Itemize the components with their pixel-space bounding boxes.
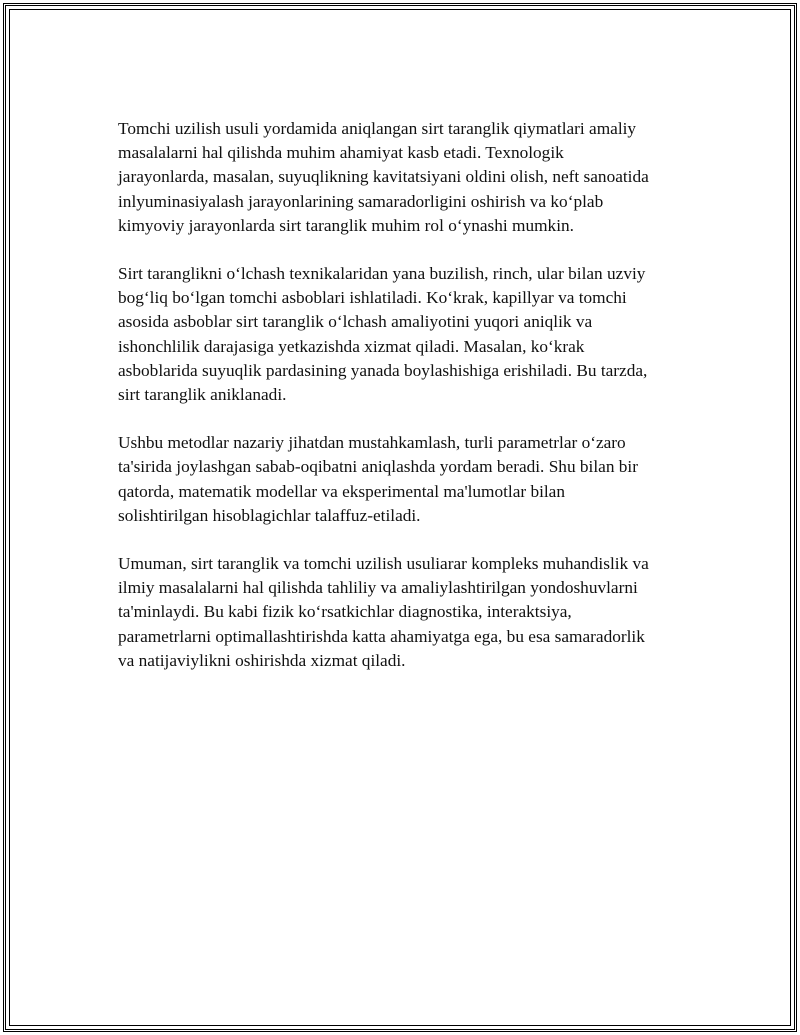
text-line: ta'sirida joylashgan sabab-oqibatni aniqlashda yordam beradi. Shu bilan bir	[118, 457, 638, 477]
text-line: Tomchi uzilish usuli yordamida aniqlangan sirt taranglik qiymatlari amaliy	[118, 119, 637, 138]
text-line: Umuman, sirt taranglik va tomchi uzilish usuliarar kompleks muhandislik va	[118, 554, 649, 574]
text-line: ishonchlilik darajasiga yetkazishda xizmat qiladi. Masalan, ko‘krak	[118, 336, 585, 356]
text-line: jarayonlarda, masalan, suyuqlikning kavitatsiyani oldini olish, neft sanoatida	[118, 167, 649, 187]
text-line: inlyuminasiyalash jarayonlarining samaradorligini oshirish va ko‘plab	[118, 191, 604, 211]
paragraph-2	[118, 262, 688, 407]
text-line: Ushbu metodlar nazariy jihatdan mustahkamlash, turli parametrlar o‘zaro	[118, 433, 626, 453]
text-line: parametrlarni optimallashtirishda katta ahamiyatga ega, bu esa samaradorlik	[118, 626, 645, 646]
text-line: sirt taranglik aniklanadi.	[118, 385, 287, 405]
text-line: asosida asboblar sirt taranglik o‘lchash amaliyotini yuqori aniqlik va	[118, 312, 593, 332]
text-line: ta'minlaydi. Bu kabi fizik ko‘rsatkichlar diagnostika, interaktsiya,	[118, 602, 572, 622]
text-line: bog‘liq bo‘lgan tomchi asboblari ishlatiladi. Ko‘krak, kapillyar va tomchi	[118, 288, 627, 308]
paragraph-3	[118, 431, 688, 528]
paragraph-4	[118, 552, 688, 673]
paragraph-1	[118, 117, 688, 238]
text-line: solishtirilgan hisoblagichlar talaffuz-etiladi.	[118, 505, 421, 525]
document-body	[118, 117, 688, 697]
text-line: va natijaviylikni oshirishda xizmat qiladi.	[118, 650, 406, 670]
text-line: masalalarni hal qilishda muhim ahamiyat kasb etadi. Texnologik	[118, 143, 564, 163]
text-line: ilmiy masalalarni hal qilishda tahliliy va amaliylashtirilgan yondoshuvlarni	[118, 578, 638, 598]
text-line: kimyoviy jarayonlarda sirt taranglik muhim rol o‘ynashi mumkin.	[118, 215, 574, 235]
text-line: Sirt taranglikni o‘lchash texnikalaridan yana buzilish, rinch, ular bilan uzviy	[118, 264, 646, 284]
text-line: qatorda, matematik modellar va eksperimental ma'lumotlar bilan	[118, 481, 565, 501]
text-line: asboblarida suyuqlik pardasining yanada boylashishiga erishiladi. Bu tarzda,	[118, 360, 648, 380]
